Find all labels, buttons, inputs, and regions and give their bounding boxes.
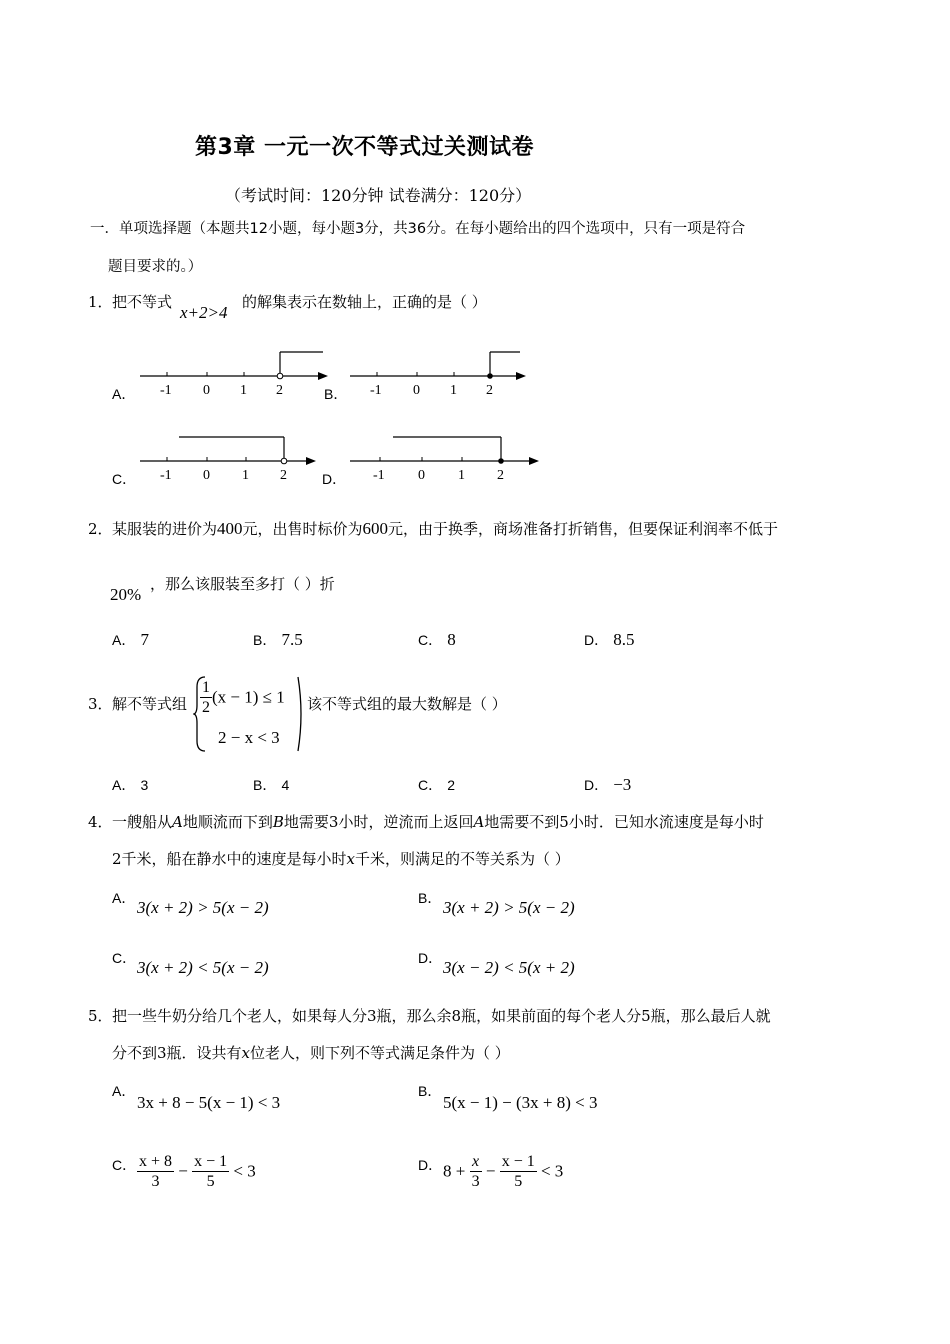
tick-label: 0 — [203, 468, 210, 483]
tick-label: 1 — [240, 383, 247, 398]
q1-option-b-label[interactable]: B． — [324, 386, 348, 402]
q4-option-d-value[interactable]: 3(x − 2) < 5(x + 2) — [443, 958, 575, 977]
q4-option-b-value[interactable]: 3(x + 2) > 5(x − 2) — [443, 898, 575, 917]
option-value: 8.5 — [613, 630, 635, 649]
q4-option-b-label[interactable]: B． — [418, 890, 442, 906]
q4-text-part: 地需要3小时，逆流而上返回 — [283, 813, 474, 831]
fraction — [500, 1152, 537, 1191]
section-header-line1: 一．单项选择题（本题共12小题，每小题3分，共36分。在每小题给出的四个选项中，只有一项是符合 — [90, 221, 746, 237]
tick-label: -1 — [373, 468, 385, 483]
fraction — [200, 678, 212, 717]
q5-number: 5． — [88, 1007, 113, 1025]
option-label: D． — [584, 632, 609, 648]
q3-inequality-2: 2 − x < 3 — [218, 728, 280, 747]
q2-list-price: 600 — [362, 519, 389, 538]
q5-option-c-value[interactable] — [137, 1152, 256, 1191]
q2-number: 2． — [88, 520, 113, 538]
fraction — [137, 1152, 174, 1191]
option-value: 4 — [281, 777, 290, 793]
q2-option-d[interactable] — [584, 630, 634, 650]
q5-text-part: 位老人，则下列不等式满足条件为（ ） — [250, 1044, 510, 1062]
tick-label: 2 — [276, 383, 283, 398]
q4-point-a: A — [172, 813, 183, 831]
q5-variable-x: x — [241, 1044, 251, 1062]
open-point — [277, 373, 283, 379]
page-title: 第3章 一元一次不等式过关测试卷 — [195, 135, 534, 160]
option-label: C． — [418, 777, 443, 793]
q1-text-post: 的解集表示在数轴上，正确的是（ ） — [242, 293, 487, 311]
q4-point-a: A — [473, 813, 485, 831]
q3-number: 3． — [88, 695, 113, 713]
q2-text-line2: ，那么该服装至多打（ ）折 — [150, 575, 335, 593]
q5-option-a-value[interactable]: 3x + 8 − 5(x − 1) < 3 — [137, 1093, 281, 1112]
option-label: A． — [112, 777, 136, 793]
operator: − — [178, 1161, 188, 1181]
option-label: A． — [112, 632, 136, 648]
q1-inequality: x+2>4 — [180, 303, 228, 322]
tick-label: -1 — [160, 468, 172, 483]
option-value: −3 — [613, 775, 632, 794]
tick-label: 1 — [450, 383, 457, 398]
tick-label: 0 — [413, 383, 420, 398]
q4-number: 4． — [88, 813, 113, 831]
option-label: B． — [253, 632, 277, 648]
q1-option-c-label[interactable]: C． — [112, 471, 137, 487]
section-header-line2: 题目要求的。） — [108, 259, 203, 275]
operator: 8 + — [443, 1161, 466, 1181]
q2-profit-rate: 20% — [110, 585, 142, 604]
fraction-denominator: 2 — [202, 699, 210, 716]
right-paren-icon — [296, 675, 306, 753]
q2-text-part: 某服装的进价为 — [112, 520, 218, 538]
q5-text-line2 — [112, 1044, 510, 1062]
operator: − — [485, 1161, 496, 1181]
tick-label: 1 — [242, 468, 249, 483]
q4-text-line2 — [112, 850, 570, 868]
q1-number: 1． — [88, 293, 113, 311]
option-value: 8 — [447, 630, 456, 649]
fraction-denominator: 3 — [151, 1173, 160, 1190]
tick-label: 2 — [497, 468, 504, 483]
q1-option-a-number-line[interactable] — [136, 345, 331, 400]
q2-option-b[interactable] — [253, 630, 303, 650]
option-label: B． — [253, 777, 277, 793]
axis-arrow — [318, 372, 328, 380]
q3-text-pre: 解不等式组 — [112, 695, 188, 713]
fraction — [192, 1152, 229, 1191]
q2-cost-price: 400 — [217, 519, 243, 538]
q4-text-part: 地顺流而下到 — [182, 813, 273, 831]
q3-ineq1-text: (x − 1) ≤ 1 — [212, 687, 285, 707]
q5-option-d-label[interactable]: D． — [418, 1157, 443, 1173]
q1-text-pre: 把不等式 — [112, 293, 173, 311]
axis-arrow — [516, 372, 526, 380]
q2-text-part: 元，出售时标价为 — [242, 520, 363, 538]
fraction-numerator: 1 — [202, 679, 210, 696]
tick-label: 2 — [280, 468, 287, 483]
q4-text-part: 地需要不到5小时．已知水流速度是每小时 — [484, 813, 764, 831]
fraction-denominator: 5 — [514, 1173, 523, 1190]
q1-option-c-number-line[interactable] — [136, 430, 331, 485]
exam-info: （考试时间：120分钟 试卷满分：120分） — [225, 186, 532, 205]
tick-label: -1 — [160, 383, 172, 398]
q5-option-b-value[interactable]: 5(x − 1) − (3x + 8) < 3 — [443, 1093, 598, 1112]
fraction-denominator: 3 — [471, 1173, 480, 1190]
option-value: 7.5 — [281, 630, 303, 649]
fraction-numerator: x + 8 — [139, 1153, 173, 1170]
q5-option-b-label[interactable]: B． — [418, 1083, 442, 1099]
option-label: D． — [584, 777, 609, 793]
q2-option-c[interactable] — [418, 630, 456, 650]
open-point — [281, 458, 287, 464]
q2-text — [112, 520, 778, 538]
q1-option-b-number-line[interactable] — [346, 345, 541, 400]
q4-text-line1 — [112, 813, 764, 831]
q4-option-a-value[interactable]: 3(x + 2) > 5(x − 2) — [137, 898, 269, 917]
axis-arrow — [529, 457, 539, 465]
q4-option-d-label[interactable]: D． — [418, 950, 443, 966]
operator: < 3 — [540, 1161, 564, 1181]
q3-option-a[interactable] — [112, 775, 148, 795]
q4-option-a-label[interactable]: A． — [112, 890, 136, 906]
fraction-denominator: 5 — [206, 1173, 215, 1190]
q1-option-a-label[interactable]: A． — [112, 386, 136, 402]
fraction-numerator: x — [470, 1152, 482, 1172]
fraction — [470, 1152, 482, 1191]
q3-option-d[interactable] — [584, 775, 631, 795]
axis-arrow — [306, 457, 316, 465]
tick-label: 0 — [418, 468, 425, 483]
closed-point — [498, 458, 504, 464]
q1-option-d-label[interactable]: D． — [322, 471, 347, 487]
tick-label: 0 — [203, 383, 210, 398]
q2-option-a[interactable] — [112, 630, 149, 650]
q5-option-c-label[interactable]: C． — [112, 1157, 137, 1173]
option-value: 2 — [447, 777, 456, 793]
option-value: 3 — [140, 777, 149, 793]
q4-point-b: B — [272, 813, 284, 831]
q4-option-c-label[interactable]: C． — [112, 950, 137, 966]
q1-option-d-number-line[interactable] — [346, 430, 546, 485]
q4-variable-x: x — [346, 850, 356, 868]
q4-option-c-value[interactable]: 3(x + 2) < 5(x − 2) — [137, 958, 269, 977]
q5-option-d-value[interactable] — [443, 1152, 563, 1191]
tick-label: 2 — [486, 383, 493, 398]
q4-text-part: 千米，则满足的不等关系为（ ） — [355, 850, 570, 868]
q3-text-post: 该不等式组的最大数解是（ ） — [307, 695, 507, 713]
fraction-numerator: x − 1 — [501, 1153, 535, 1170]
tick-label: 1 — [458, 468, 465, 483]
fraction-numerator: x − 1 — [194, 1153, 228, 1170]
closed-point — [487, 373, 493, 379]
tick-label: -1 — [370, 383, 382, 398]
option-value: 7 — [140, 630, 149, 649]
q4-text-part: 2千米，船在静水中的速度是每小时 — [112, 850, 347, 868]
q2-text-part: 元，由于换季，商场准备打折销售，但要保证利润率不低于 — [388, 520, 779, 538]
option-label: C． — [418, 632, 443, 648]
q5-text-part: 分不到3瓶．设共有 — [112, 1044, 242, 1062]
q5-option-a-label[interactable]: A． — [112, 1083, 136, 1099]
q3-option-b[interactable] — [253, 775, 289, 795]
q3-inequality-1 — [200, 678, 285, 717]
q4-text-part: 一艘船从 — [112, 813, 173, 831]
q5-text-line1: 把一些牛奶分给几个老人，如果每人分3瓶，那么余8瓶，如果前面的每个老人分5瓶，那么最后人就 — [112, 1007, 771, 1025]
q3-option-c[interactable] — [418, 775, 455, 795]
operator: < 3 — [233, 1161, 256, 1181]
